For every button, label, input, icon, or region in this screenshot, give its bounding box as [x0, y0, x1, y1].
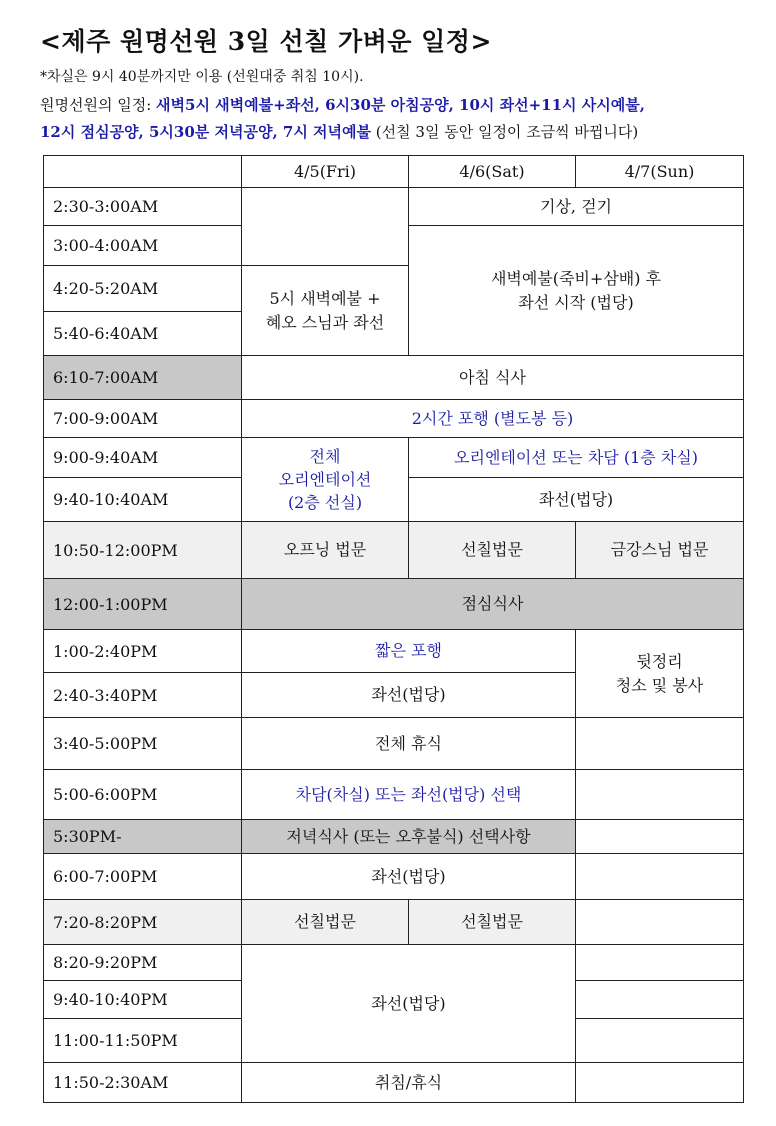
empty-cell [576, 1063, 744, 1103]
table-row [44, 356, 744, 400]
sleep-cell: 취침/휴식 [242, 1063, 576, 1103]
daily-schedule-note-line1 [40, 94, 645, 115]
table-row [44, 630, 744, 673]
empty-cell [576, 718, 744, 770]
time-cell: 7:00-9:00AM [44, 400, 242, 438]
wake-cell: 기상, 걷기 [409, 188, 744, 226]
empty-cell [576, 1019, 744, 1063]
empty-cell [576, 981, 744, 1019]
rest-cell: 전체 휴식 [242, 718, 576, 770]
daily-schedule-times: 새벽5시 새벽예불+좌선, 6시30분 아침공양, 10시 좌선+11시 사시예불, [156, 96, 645, 114]
table-row [44, 522, 744, 579]
time-cell: 6:10-7:00AM [44, 356, 242, 400]
orientation-or-tea-cell: 오리엔테이션 또는 차담 (1층 차실) [409, 438, 744, 478]
time-cell: 4:20-5:20AM [44, 266, 242, 312]
time-cell: 3:40-5:00PM [44, 718, 242, 770]
dinner-cell: 저녁식사 (또는 오후불식) 선택사항 [242, 820, 576, 854]
cleanup-cell: 뒷정리 청소 및 봉사 [576, 630, 744, 718]
table-row [44, 770, 744, 820]
opening-talk-cell: 오프닝 법문 [242, 522, 409, 579]
empty-cell [576, 945, 744, 981]
table-row [44, 1063, 744, 1103]
time-cell: 2:40-3:40PM [44, 673, 242, 718]
table-row [44, 900, 744, 945]
tea-or-sit-cell: 차담(차실) 또는 좌선(법당) 선택 [242, 770, 576, 820]
daily-schedule-times-cont: 12시 점심공양, 5시30분 저녁공양, 7시 저녁예불 [40, 123, 372, 141]
table-row [44, 854, 744, 900]
page-title: <제주 원명선원 3일 선칠 가벼운 일정> [40, 27, 492, 56]
breakfast-cell: 아침 식사 [242, 356, 744, 400]
header-day-fri: 4/5(Fri) [242, 156, 409, 188]
time-cell: 12:00-1:00PM [44, 579, 242, 630]
lunch-cell: 점심식사 [242, 579, 744, 630]
night-sit-cell: 좌선(법당) [242, 945, 576, 1063]
geumgang-talk-cell: 금강스님 법문 [576, 522, 744, 579]
sit-cell: 좌선(법당) [242, 673, 576, 718]
time-cell: 1:00-2:40PM [44, 630, 242, 673]
daily-schedule-label: 원명선원의 일정: [40, 96, 157, 114]
table-row [44, 400, 744, 438]
retreat-schedule-table [43, 155, 744, 1103]
table-row [44, 438, 744, 478]
time-cell: 11:00-11:50PM [44, 1019, 242, 1063]
time-cell: 5:40-6:40AM [44, 312, 242, 356]
empty-cell [576, 820, 744, 854]
table-row [44, 820, 744, 854]
short-walk-cell: 짧은 포행 [242, 630, 576, 673]
table-row [44, 718, 744, 770]
empty-cell [576, 900, 744, 945]
time-cell: 10:50-12:00PM [44, 522, 242, 579]
table-header-row [44, 156, 744, 188]
header-day-sat: 4/6(Sat) [409, 156, 576, 188]
time-cell: 7:20-8:20PM [44, 900, 242, 945]
empty-cell [242, 188, 409, 266]
time-cell: 9:40-10:40AM [44, 478, 242, 522]
table-row [44, 579, 744, 630]
time-cell: 11:50-2:30AM [44, 1063, 242, 1103]
schedule-change-note: (선칠 3일 동안 일정이 조금씩 바뀝니다) [371, 123, 639, 141]
time-cell: 8:20-9:20PM [44, 945, 242, 981]
empty-cell [576, 770, 744, 820]
time-cell: 9:40-10:40PM [44, 981, 242, 1019]
time-cell: 2:30-3:00AM [44, 188, 242, 226]
daily-schedule-note-line2 [40, 121, 638, 142]
time-cell: 5:00-6:00PM [44, 770, 242, 820]
table-row [44, 945, 744, 981]
header-day-sun: 4/7(Sun) [576, 156, 744, 188]
orientation-fri-cell: 전체 오리엔테이션 (2층 선실) [242, 438, 409, 522]
dawn-fri-cell: 5시 새벽예불 + 혜오 스님과 좌선 [242, 266, 409, 356]
dawn-satsun-cell: 새벽예불(죽비+삼배) 후 좌선 시작 (법당) [409, 226, 744, 356]
table-row [44, 188, 744, 226]
time-cell: 3:00-4:00AM [44, 226, 242, 266]
time-cell: 9:00-9:40AM [44, 438, 242, 478]
time-cell: 6:00-7:00PM [44, 854, 242, 900]
evening-talk-fri-cell: 선칠법문 [242, 900, 409, 945]
sit-cell: 좌선(법당) [409, 478, 744, 522]
seonchil-talk-cell: 선칠법문 [409, 522, 576, 579]
time-cell: 5:30PM- [44, 820, 242, 854]
evening-talk-sat-cell: 선칠법문 [409, 900, 576, 945]
walk-cell: 2시간 포행 (별도봉 등) [242, 400, 744, 438]
empty-cell [576, 854, 744, 900]
sit-cell: 좌선(법당) [242, 854, 576, 900]
header-time [44, 156, 242, 188]
tea-room-note: *차실은 9시 40분까지만 이용 (선원대중 취침 10시). [40, 69, 364, 85]
